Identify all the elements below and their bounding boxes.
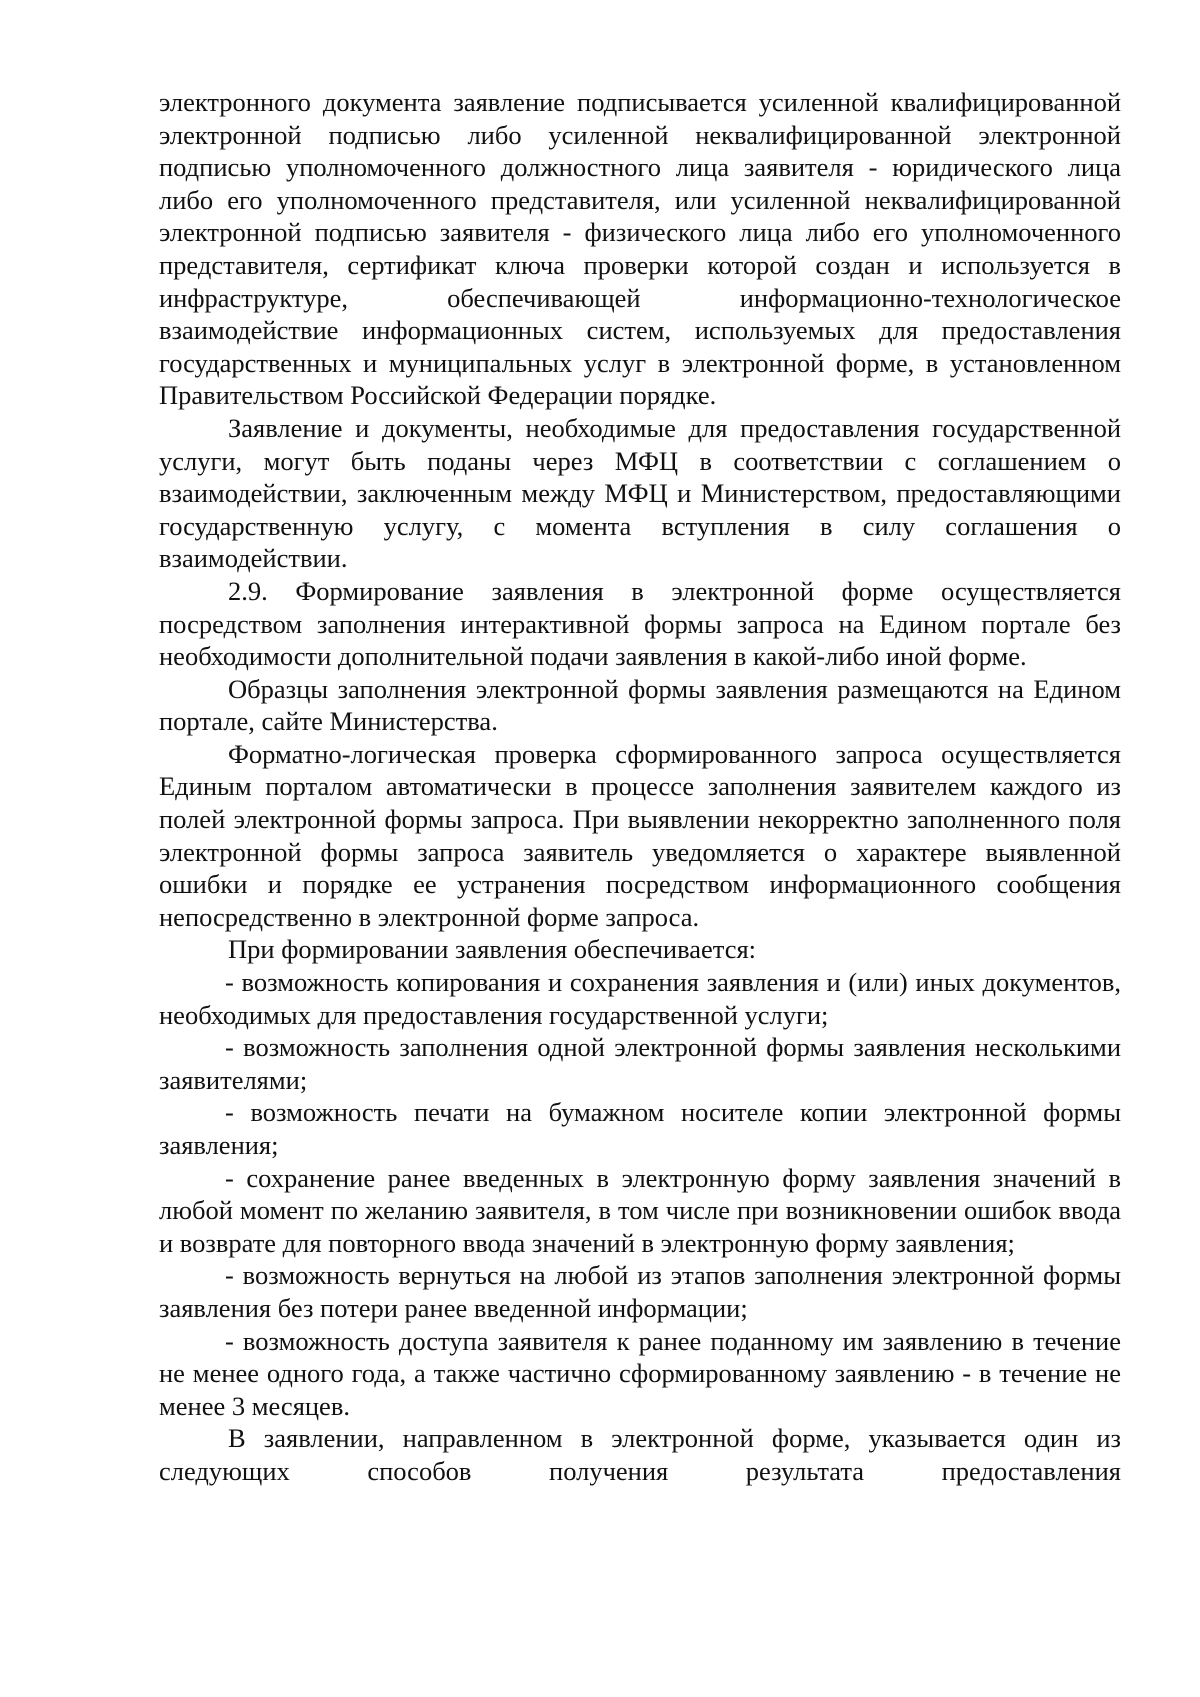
paragraph-list-intro: При формировании заявления обеспечивается: [228, 934, 757, 965]
list-item-save-values: - сохранение ранее введенных в электронную форму заявления значений в любой момент по желанию заявителя, в том числе при возникновении ошибок ввода и возврате для повторного ввода значений в электронную форму заявления; [159, 1162, 1121, 1258]
paragraph-format-logic-check: Форматно-логическая проверка сформированного запроса осуществляется Единым порталом автоматически в процессе заполнения заявителем каждого из полей электронной формы запроса. При выявлении некорректно заполненного поля электронной формы запроса заявитель уведомляется о характере выявленной ошибки и порядке ее устранения посредством информационного сообщения непосредственно в электронной форме запроса. [159, 738, 1121, 932]
list-item-copy-save: - возможность копирования и сохранения заявления и (или) иных документов, необходимых для предоставления государственной услуги; [159, 967, 1121, 1030]
list-item-access-period: - возможность доступа заявителя к ранее поданному им заявлению в течение не менее одного года, а также частично сформированному заявлению - в течение не менее 3 месяцев. [159, 1325, 1121, 1421]
paragraph-mfc-submission: Заявление и документы, необходимые для предоставления государственной услуги, могут быть поданы через МФЦ в соответствии с соглашением о взаимодействии, заключенным между МФЦ и Министерством, предоставляющими государственную услугу, с момента вступления в силу соглашения о взаимодействии. [159, 412, 1121, 574]
paragraph-form-samples: Образцы заполнения электронной формы заявления размещаются на Едином портале, сайте Министерства. [159, 673, 1121, 737]
document-page [159, 86, 1121, 1488]
paragraph-result-methods: В заявлении, направленном в электронной форме, указывается один из следующих способов получения результата предоставления [159, 1423, 1121, 1486]
paragraph-2-9-electronic-form: 2.9. Формирование заявления в электронной форме осуществляется посредством заполнения интерактивной формы запроса на Едином портале без необходимости дополнительной подачи заявления в какой-либо иной форме. [159, 575, 1121, 672]
list-item-return-to-step: - возможность вернуться на любой из этапов заполнения электронной формы заявления без потери ранее введенной информации; [159, 1260, 1121, 1323]
list-item-print-copy: - возможность печати на бумажном носителе копии электронной формы заявления; [159, 1097, 1121, 1160]
paragraph-signature-requirements: электронного документа заявление подписывается усиленной квалифицированной электронной подписью либо усиленной неквалифицированной электронной подписью уполномоченного должностного лица заявителя - юридического лица либо его уполномоченного представителя, или усиленной неквалифицированной электронной подписью заявителя - физического лица либо его уполномоченного представителя, сертификат ключа проверки которой создан и используется в инфраструктуре, обеспечивающей информационно-технологическое взаимодействие информационных систем, используемых для предоставления государственных и муниципальных услуг в электронной форме, в установленном Правительством Российской Федерации порядке. [159, 87, 1121, 411]
list-item-multiple-applicants: - возможность заполнения одной электронной формы заявления несколькими заявителями; [159, 1032, 1121, 1095]
